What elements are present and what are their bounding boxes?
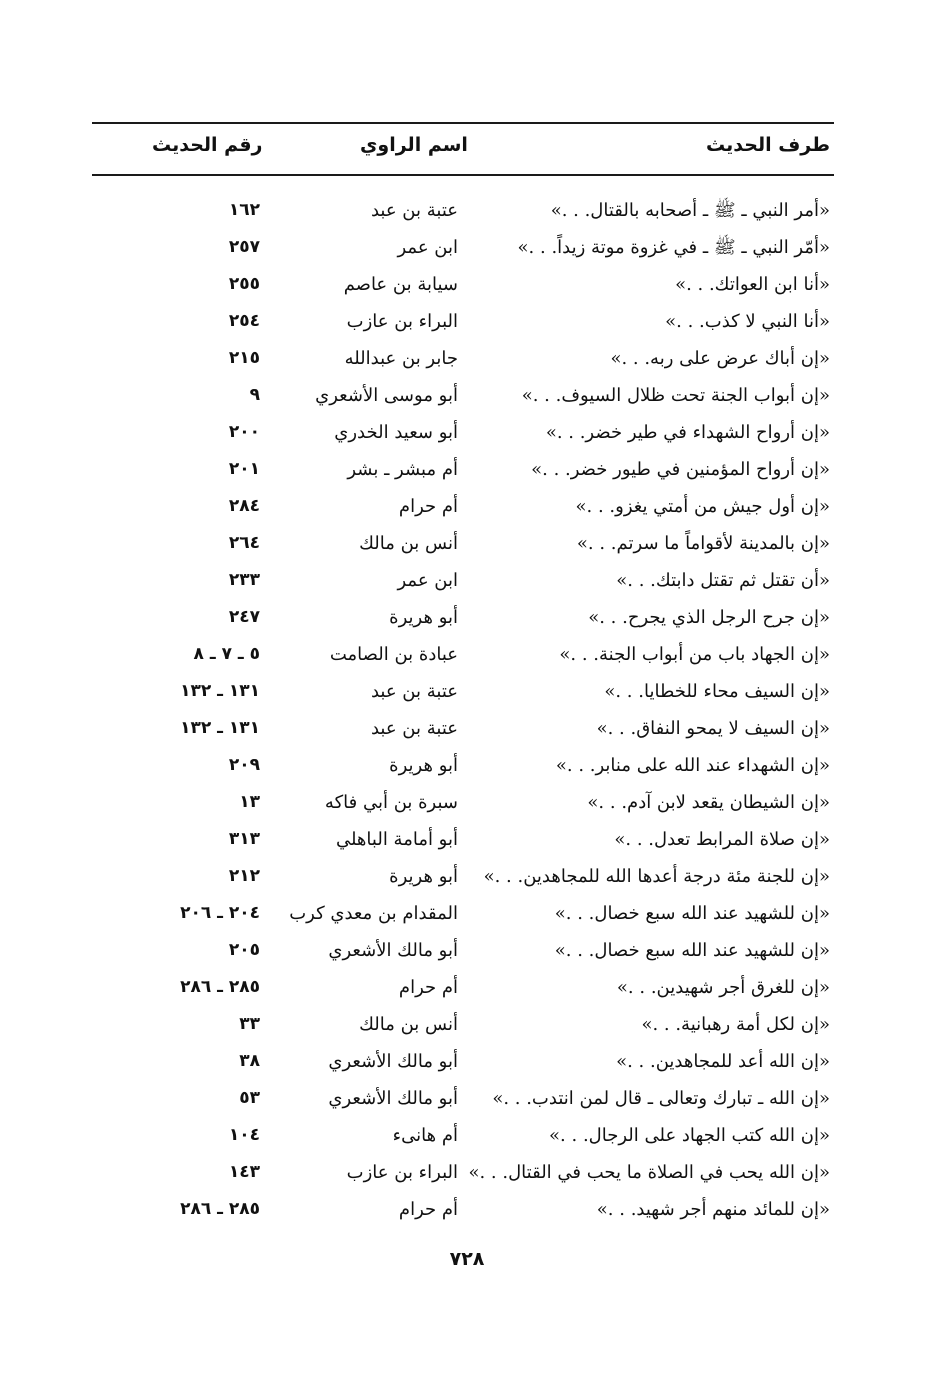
header-bottom-rule [92, 174, 834, 176]
header-narrator: اسم الراوي [360, 134, 468, 156]
hadith-number: ١٠٤ [228, 1125, 260, 1145]
table-row [92, 340, 834, 377]
hadith-number: ٢٥٥ [228, 274, 260, 294]
narrator-name: عبادة بن الصامت [329, 644, 458, 665]
narrator-name: عتبة بن عبد [370, 718, 458, 739]
hadith-text: «إن أول جيش من أمتي يغزو. . .» [575, 496, 830, 517]
hadith-number: ٢٠٤ ـ ٢٠٦ [180, 903, 260, 923]
narrator-name: ابن عمر [397, 237, 458, 258]
table-row [92, 858, 834, 895]
table-row [92, 821, 834, 858]
header-top-rule [92, 122, 834, 124]
hadith-text: «إن صلاة المرابط تعدل. . .» [614, 829, 830, 850]
hadith-number: ١٣١ ـ ١٣٢ [180, 681, 260, 701]
hadith-text: «أمّر النبي ـ ﷺ ـ في غزوة موتة زيداً. . .» [517, 237, 830, 258]
hadith-number: ٢٨٤ [228, 496, 260, 516]
narrator-name: عتبة بن عبد [370, 681, 458, 702]
hadith-text: «إن الجهاد باب من أبواب الجنة. . .» [559, 644, 830, 665]
table-row [92, 599, 834, 636]
narrator-name: أبو هريرة [389, 607, 458, 628]
table-row [92, 266, 834, 303]
hadith-number: ٢٠٠ [228, 422, 260, 442]
narrator-name: المقدام بن معدي كرب [289, 903, 458, 924]
table-row [92, 710, 834, 747]
narrator-name: سيابة بن عاصم [343, 274, 458, 295]
hadith-text: «أنا النبي لا كذب. . .» [665, 311, 830, 332]
table-row [92, 303, 834, 340]
hadith-number: ٣١٣ [228, 829, 260, 849]
hadith-number: ٢٨٥ ـ ٢٨٦ [180, 977, 260, 997]
hadith-text: «إن للشهيد عند الله سبع خصال. . .» [554, 940, 830, 961]
hadith-number: ١٦٢ [228, 200, 260, 220]
narrator-name: أم هانىء [392, 1125, 458, 1146]
table-row [92, 414, 834, 451]
table-row [92, 488, 834, 525]
table-row [92, 1191, 834, 1228]
hadith-text: «أمر النبي ـ ﷺ ـ أصحابه بالقتال. . .» [550, 200, 830, 221]
hadith-text: «إن الله أعد للمجاهدين. . .» [616, 1051, 830, 1072]
hadith-number: ٢١٥ [228, 348, 260, 368]
hadith-number: ٢٨٥ ـ ٢٨٦ [180, 1199, 260, 1219]
hadith-text: «إن السيف محاء للخطايا. . .» [604, 681, 830, 702]
hadith-number: ٢٠١ [228, 459, 260, 479]
table-row [92, 192, 834, 229]
narrator-name: جابر بن عبدالله [344, 348, 458, 369]
hadith-text: «إن السيف لا يمحو النفاق. . .» [596, 718, 830, 739]
narrator-name: أم حرام [398, 496, 458, 517]
hadith-number: ٢٦٤ [228, 533, 260, 553]
table-row [92, 673, 834, 710]
hadith-text: «إن بالمدينة لأقواماً ما سرتم. . .» [576, 533, 830, 554]
hadith-number: ١٣١ ـ ١٣٢ [180, 718, 260, 738]
header-hadith: طرف الحديث [706, 134, 830, 156]
hadith-text: «إن للغرق أجر شهيدين. . .» [616, 977, 830, 998]
table-row [92, 784, 834, 821]
header-number: رقم الحديث [152, 134, 263, 156]
table-row [92, 1043, 834, 1080]
table-row [92, 747, 834, 784]
hadith-index-table [92, 192, 834, 1228]
hadith-text: «إن أرواح المؤمنين في طيور خضر. . .» [531, 459, 830, 480]
hadith-number: ١٤٣ [228, 1162, 260, 1182]
narrator-name: أبو مالك الأشعري [328, 1051, 458, 1072]
table-row [92, 1006, 834, 1043]
hadith-number: ٣٨ [239, 1051, 260, 1071]
hadith-text: «إن أباك عرض على ربه. . .» [610, 348, 830, 369]
narrator-name: سبرة بن أبي فاكه [324, 792, 458, 813]
hadith-text: «إن جرح الرجل الذي يجرح. . .» [588, 607, 830, 628]
narrator-name: أم حرام [398, 977, 458, 998]
table-row [92, 1080, 834, 1117]
table-row [92, 1117, 834, 1154]
hadith-text: «إن للشهيد عند الله سبع خصال. . .» [554, 903, 830, 924]
hadith-number: ٢١٢ [228, 866, 260, 886]
hadith-number: ٢٣٣ [228, 570, 260, 590]
table-row [92, 525, 834, 562]
hadith-text: «إن للجنة مئة درجة أعدها الله للمجاهدين. . .» [483, 866, 830, 887]
table-row [92, 377, 834, 414]
hadith-text: «إن أرواح الشهداء في طير خضر. . .» [545, 422, 830, 443]
hadith-text: «إن للمائد منهم أجر شهيد. . .» [596, 1199, 830, 1220]
narrator-name: أبو مالك الأشعري [328, 940, 458, 961]
narrator-name: أبو أمامة الباهلي [335, 829, 458, 850]
narrator-name: أبو مالك الأشعري [328, 1088, 458, 1109]
hadith-text: «أن تقتل ثم تقتل دابتك. . .» [616, 570, 830, 591]
table-row [92, 636, 834, 673]
hadith-text: «إن لكل أمة رهبانية. . .» [641, 1014, 830, 1035]
hadith-text: «إن الله يحب في الصلاة ما يحب في القتال. . .» [468, 1162, 830, 1183]
hadith-number: ٢٥٧ [228, 237, 260, 257]
hadith-text: «إن الشهداء عند الله على منابر. . .» [555, 755, 830, 776]
table-row [92, 562, 834, 599]
hadith-text: «إن الله ـ تبارك وتعالى ـ قال لمن انتدب. . .» [492, 1088, 830, 1109]
hadith-text: «إن الله كتب الجهاد على الرجال. . .» [549, 1125, 830, 1146]
narrator-name: أبو هريرة [389, 866, 458, 887]
table-row [92, 229, 834, 266]
narrator-name: ابن عمر [397, 570, 458, 591]
narrator-name: أبو موسى الأشعري [315, 385, 458, 406]
hadith-number: ٢٤٧ [228, 607, 260, 627]
hadith-number: ٩ [249, 385, 260, 405]
narrator-name: أبو سعيد الخدري [334, 422, 458, 443]
hadith-number: ٥ ـ ٧ ـ ٨ [193, 644, 260, 664]
table-row [92, 451, 834, 488]
hadith-number: ٣٣ [239, 1014, 260, 1034]
narrator-name: البراء بن عازب [346, 1162, 458, 1183]
narrator-name: أم مبشر ـ بشر [347, 459, 458, 480]
narrator-name: أبو هريرة [389, 755, 458, 776]
hadith-text: «إن الشيطان يقعد لابن آدم. . .» [587, 792, 830, 813]
hadith-text: «إن أبواب الجنة تحت ظلال السيوف. . .» [521, 385, 830, 406]
table-row [92, 895, 834, 932]
table-row [92, 932, 834, 969]
narrator-name: عتبة بن عبد [370, 200, 458, 221]
hadith-number: ٥٣ [239, 1088, 260, 1108]
table-row [92, 969, 834, 1006]
hadith-text: «أنا ابن العواتك. . .» [675, 274, 830, 295]
narrator-name: البراء بن عازب [346, 311, 458, 332]
hadith-number: ٢٠٥ [228, 940, 260, 960]
narrator-name: أنس بن مالك [359, 533, 458, 554]
table-header [92, 128, 834, 168]
page-number: ٧٢٨ [449, 1248, 485, 1270]
narrator-name: أنس بن مالك [359, 1014, 458, 1035]
hadith-number: ٢٠٩ [228, 755, 260, 775]
hadith-number: ١٣ [239, 792, 260, 812]
table-row [92, 1154, 834, 1191]
narrator-name: أم حرام [398, 1199, 458, 1220]
hadith-number: ٢٥٤ [228, 311, 260, 331]
